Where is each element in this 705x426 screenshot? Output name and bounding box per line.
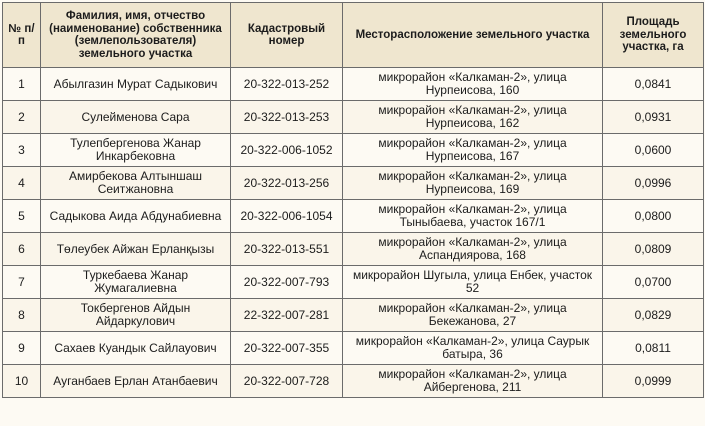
cell-area: 0,0800 (603, 200, 704, 233)
cell-area: 0,0841 (603, 68, 704, 101)
cell-num: 2 (3, 101, 41, 134)
cell-location: микрорайон «Калкаман-2», улица Бекежанова, 27 (343, 299, 603, 332)
cell-location: микрорайон «Калкаман-2», улица Нурпеисова, 167 (343, 134, 603, 167)
cell-owner: Туркебаева Жанар Жумагалиевна (41, 266, 231, 299)
table-row (3, 332, 704, 365)
cell-cadastral: 20-322-007-793 (231, 266, 343, 299)
cell-owner: Сулейменова Сара (41, 101, 231, 134)
table-row (3, 101, 704, 134)
table-row (3, 233, 704, 266)
cell-area: 0,0996 (603, 167, 704, 200)
cell-location: микрорайон «Калкаман-2», улица Саурык батыра, 36 (343, 332, 603, 365)
cell-cadastral: 20-322-006-1052 (231, 134, 343, 167)
cell-cadastral: 20-322-013-253 (231, 101, 343, 134)
table-row (3, 365, 704, 398)
table-row (3, 266, 704, 299)
cell-cadastral: 20-322-007-728 (231, 365, 343, 398)
cell-area: 0,0600 (603, 134, 704, 167)
cell-cadastral: 22-322-007-281 (231, 299, 343, 332)
cell-num: 5 (3, 200, 41, 233)
table-row (3, 134, 704, 167)
land-plots-table (2, 2, 704, 398)
table-row (3, 167, 704, 200)
header-num: № п/п (3, 3, 41, 68)
cell-num: 7 (3, 266, 41, 299)
cell-cadastral: 20-322-013-551 (231, 233, 343, 266)
cell-owner: Токбергенов Айдын Айдаркулович (41, 299, 231, 332)
cell-location: микрорайон «Калкаман-2», улица Айбергенова, 211 (343, 365, 603, 398)
cell-location: микрорайон «Калкаман-2», улица Аспандиярова, 168 (343, 233, 603, 266)
cell-location: микрорайон Шугыла, улица Енбек, участок 52 (343, 266, 603, 299)
cell-location: микрорайон «Калкаман-2», улица Нурпеисова, 160 (343, 68, 603, 101)
cell-area: 0,0700 (603, 266, 704, 299)
cell-num: 10 (3, 365, 41, 398)
cell-num: 6 (3, 233, 41, 266)
table-header-row (3, 3, 704, 68)
cell-owner: Тулепбергенова Жанар Инкарбековна (41, 134, 231, 167)
cell-cadastral: 20-322-013-256 (231, 167, 343, 200)
header-cadastral: Кадастровый номер (231, 3, 343, 68)
cell-area: 0,0999 (603, 365, 704, 398)
cell-num: 1 (3, 68, 41, 101)
cell-area: 0,0811 (603, 332, 704, 365)
cell-num: 8 (3, 299, 41, 332)
cell-owner: Сахаев Куандык Сайлауович (41, 332, 231, 365)
table-row (3, 200, 704, 233)
cell-area: 0,0829 (603, 299, 704, 332)
cell-owner: Төлеубек Айжан Ерланқызы (41, 233, 231, 266)
cell-location: микрорайон «Калкаман-2», улица Нурпеисова, 169 (343, 167, 603, 200)
cell-num: 9 (3, 332, 41, 365)
cell-owner: Ауганбаев Ерлан Атанбаевич (41, 365, 231, 398)
header-location: Месторасположение земельного участка (343, 3, 603, 68)
cell-area: 0,0809 (603, 233, 704, 266)
cell-owner: Абылгазин Мурат Садыкович (41, 68, 231, 101)
header-area: Площадь земельного участка, га (603, 3, 704, 68)
table-row (3, 68, 704, 101)
header-owner: Фамилия, имя, отчество (наименование) собственника (землепользователя) земельного участка (41, 3, 231, 68)
cell-cadastral: 20-322-007-355 (231, 332, 343, 365)
table-row (3, 299, 704, 332)
cell-location: микрорайон «Калкаман-2», улица Нурпеисова, 162 (343, 101, 603, 134)
cell-owner: Амирбекова Алтыншаш Сеитжановна (41, 167, 231, 200)
cell-location: микрорайон «Калкаман-2», улица Тыныбаева, участок 167/1 (343, 200, 603, 233)
cell-cadastral: 20-322-006-1054 (231, 200, 343, 233)
cell-owner: Садыкова Аида Абдунабиевна (41, 200, 231, 233)
cell-area: 0,0931 (603, 101, 704, 134)
cell-cadastral: 20-322-013-252 (231, 68, 343, 101)
cell-num: 4 (3, 167, 41, 200)
land-plots-document (2, 2, 704, 398)
cell-num: 3 (3, 134, 41, 167)
